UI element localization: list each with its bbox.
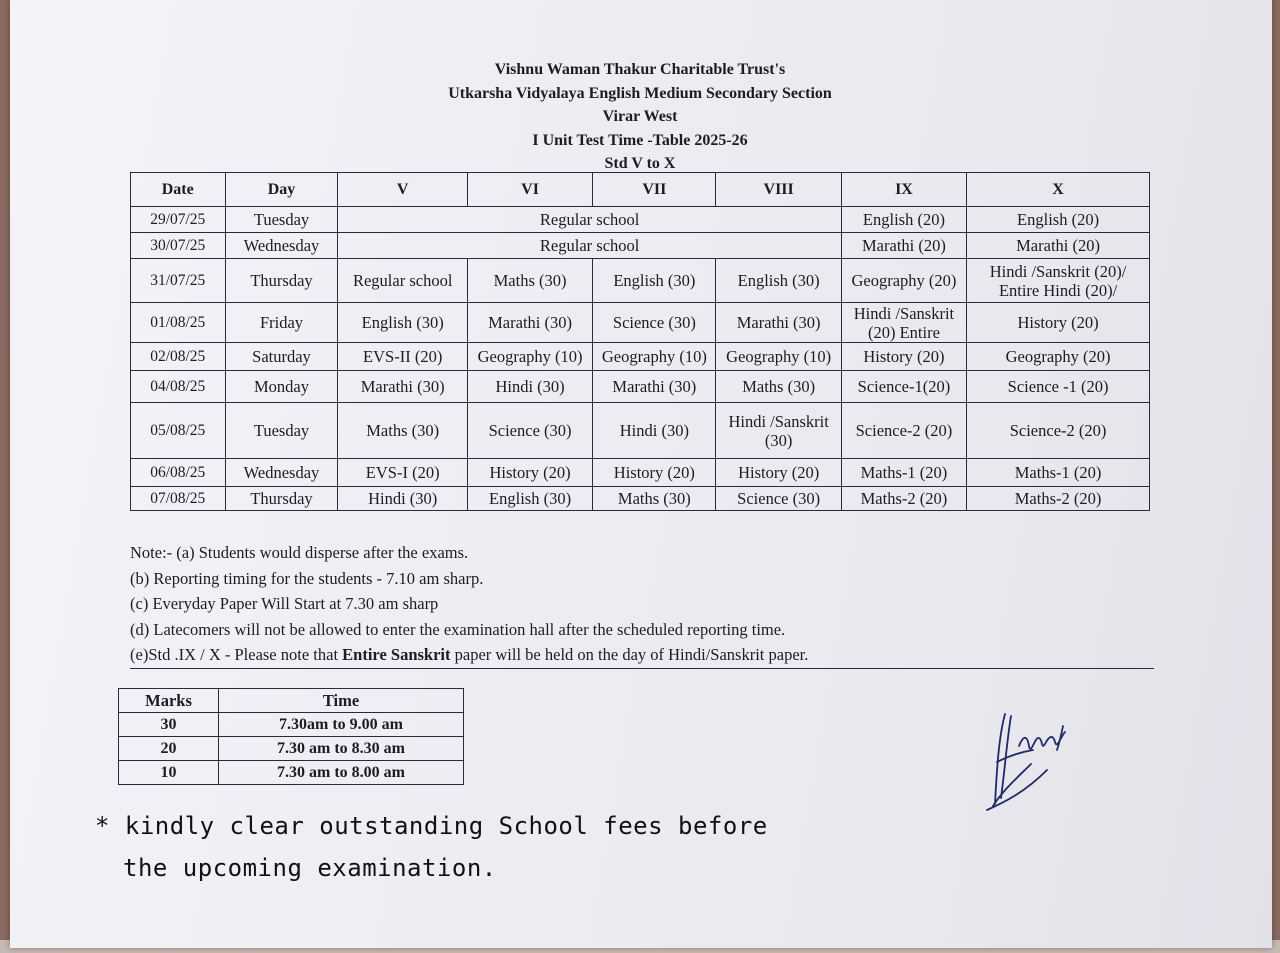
- viii-cell: Marathi (30): [716, 303, 841, 343]
- x-cell: Hindi /Sanskrit (20)/ Entire Hindi (20)/: [967, 259, 1150, 303]
- vi-cell: Science (30): [467, 403, 592, 459]
- x-cell: Science-2 (20): [967, 403, 1150, 459]
- day-cell: Saturday: [225, 343, 338, 371]
- day-cell: Thursday: [225, 487, 338, 511]
- divider: [130, 668, 1154, 669]
- v-cell: EVS-I (20): [338, 459, 467, 487]
- marks-cell: 30: [119, 713, 219, 737]
- v-cell: Maths (30): [338, 403, 467, 459]
- v-cell: English (30): [338, 303, 467, 343]
- viii-cell: History (20): [716, 459, 841, 487]
- vii-cell: Science (30): [593, 303, 716, 343]
- note-c: (c) Everyday Paper Will Start at 7.30 am sharp: [130, 594, 439, 613]
- header-day: Day: [225, 173, 338, 207]
- note-b: (b) Reporting timing for the students - 7.10 am sharp.: [130, 568, 484, 588]
- marks-timing-table: [118, 688, 464, 785]
- x-cell: Geography (20): [967, 343, 1150, 371]
- vii-cell: History (20): [593, 459, 716, 487]
- vi-cell: Hindi (30): [467, 371, 592, 403]
- v-cell: EVS-II (20): [338, 343, 467, 371]
- header-std-vi: VI: [467, 173, 592, 207]
- table-row: [131, 487, 1150, 511]
- date-cell: 29/07/25: [131, 207, 226, 233]
- ix-cell: History (20): [841, 343, 966, 371]
- date-cell: 06/08/25: [131, 459, 226, 487]
- document-header: [310, 58, 970, 176]
- table-row: [131, 207, 1150, 233]
- header-std-x: X: [967, 173, 1150, 207]
- vii-cell: English (30): [593, 259, 716, 303]
- handwritten-note: [95, 805, 768, 889]
- table-row: [131, 233, 1150, 259]
- time-cell: 7.30am to 9.00 am: [219, 713, 464, 737]
- ix-cell: Maths-1 (20): [841, 459, 966, 487]
- notes-section: [130, 540, 1154, 669]
- header-std-v: V: [338, 173, 467, 207]
- x-cell: Marathi (20): [967, 233, 1150, 259]
- marks-cell: 20: [119, 737, 219, 761]
- day-cell: Monday: [225, 371, 338, 403]
- vii-cell: Maths (30): [593, 487, 716, 511]
- standard-range: Std V to X: [604, 155, 676, 172]
- school-location: Virar West: [602, 108, 678, 125]
- merged-cell: Regular school: [338, 207, 841, 233]
- v-cell: Marathi (30): [338, 371, 467, 403]
- ix-cell: Marathi (20): [841, 233, 966, 259]
- viii-cell: English (30): [716, 259, 841, 303]
- viii-cell: Hindi /Sanskrit (30): [716, 403, 841, 459]
- day-cell: Tuesday: [225, 403, 338, 459]
- vii-cell: Marathi (30): [593, 371, 716, 403]
- x-cell: English (20): [967, 207, 1150, 233]
- note-e-suffix: paper will be held on the day of Hindi/Sanskrit paper.: [450, 645, 809, 664]
- v-cell: Hindi (30): [338, 487, 467, 511]
- note-e-prefix: (e)Std .IX / X - Please note that: [130, 645, 343, 664]
- table-row: [131, 459, 1150, 487]
- vii-cell: Hindi (30): [593, 403, 716, 459]
- marks-cell: 10: [119, 761, 219, 785]
- document-title: I Unit Test Time -Table 2025-26: [532, 131, 748, 149]
- ix-cell: Science-2 (20): [841, 403, 966, 459]
- school-name: Utkarsha Vidyalaya English Medium Secondary Section: [448, 84, 832, 102]
- timetable: [130, 172, 1150, 511]
- table-row: [131, 303, 1150, 343]
- note-a: Note:- (a) Students would disperse after the exams.: [130, 543, 469, 562]
- vi-cell: Marathi (30): [467, 303, 592, 343]
- day-cell: Friday: [225, 303, 338, 343]
- header-time: Time: [219, 689, 464, 713]
- note-d: (d) Latecomers will not be allowed to enter the examination hall after the scheduled reporting time.: [130, 619, 786, 639]
- ix-cell: English (20): [841, 207, 966, 233]
- x-cell: Maths-1 (20): [967, 459, 1150, 487]
- x-cell: History (20): [967, 303, 1150, 343]
- day-cell: Wednesday: [225, 233, 338, 259]
- table-row: [119, 761, 464, 785]
- vi-cell: Maths (30): [467, 259, 592, 303]
- date-cell: 04/08/25: [131, 371, 226, 403]
- signature-icon: [975, 706, 1085, 816]
- note-e: [130, 642, 1154, 668]
- vi-cell: History (20): [467, 459, 592, 487]
- time-cell: 7.30 am to 8.00 am: [219, 761, 464, 785]
- marks-header-row: [119, 689, 464, 713]
- viii-cell: Maths (30): [716, 371, 841, 403]
- header-std-ix: IX: [841, 173, 966, 207]
- timetable-header-row: [131, 173, 1150, 207]
- ix-cell: Maths-2 (20): [841, 487, 966, 511]
- header-std-viii: VIII: [716, 173, 841, 207]
- handwritten-line-2: the upcoming examination.: [123, 854, 497, 882]
- day-cell: Wednesday: [225, 459, 338, 487]
- v-cell: Regular school: [338, 259, 467, 303]
- x-cell: Science -1 (20): [967, 371, 1150, 403]
- header-marks: Marks: [119, 689, 219, 713]
- date-cell: 01/08/25: [131, 303, 226, 343]
- time-cell: 7.30 am to 8.30 am: [219, 737, 464, 761]
- day-cell: Tuesday: [225, 207, 338, 233]
- table-row: [131, 403, 1150, 459]
- ix-cell: Geography (20): [841, 259, 966, 303]
- ix-cell: Hindi /Sanskrit (20) Entire: [841, 303, 966, 343]
- document-sheet: [10, 0, 1272, 948]
- day-cell: Thursday: [225, 259, 338, 303]
- note-e-bold: Entire Sanskrit: [342, 645, 451, 664]
- handwritten-line-1: * kindly clear outstanding School fees before: [95, 812, 768, 840]
- vii-cell: Geography (10): [593, 343, 716, 371]
- table-row: [131, 343, 1150, 371]
- viii-cell: Science (30): [716, 487, 841, 511]
- date-cell: 07/08/25: [131, 487, 226, 511]
- header-std-vii: VII: [593, 173, 716, 207]
- merged-cell: Regular school: [338, 233, 841, 259]
- x-cell: Maths-2 (20): [967, 487, 1150, 511]
- vi-cell: Geography (10): [467, 343, 592, 371]
- ix-cell: Science-1(20): [841, 371, 966, 403]
- vi-cell: English (30): [467, 487, 592, 511]
- date-cell: 31/07/25: [131, 259, 226, 303]
- date-cell: 30/07/25: [131, 233, 226, 259]
- date-cell: 02/08/25: [131, 343, 226, 371]
- table-row: [119, 737, 464, 761]
- viii-cell: Geography (10): [716, 343, 841, 371]
- table-row: [131, 259, 1150, 303]
- table-row: [131, 371, 1150, 403]
- header-date: Date: [131, 173, 226, 207]
- trust-name: Vishnu Waman Thakur Charitable Trust's: [494, 61, 786, 78]
- table-row: [119, 713, 464, 737]
- date-cell: 05/08/25: [131, 403, 226, 459]
